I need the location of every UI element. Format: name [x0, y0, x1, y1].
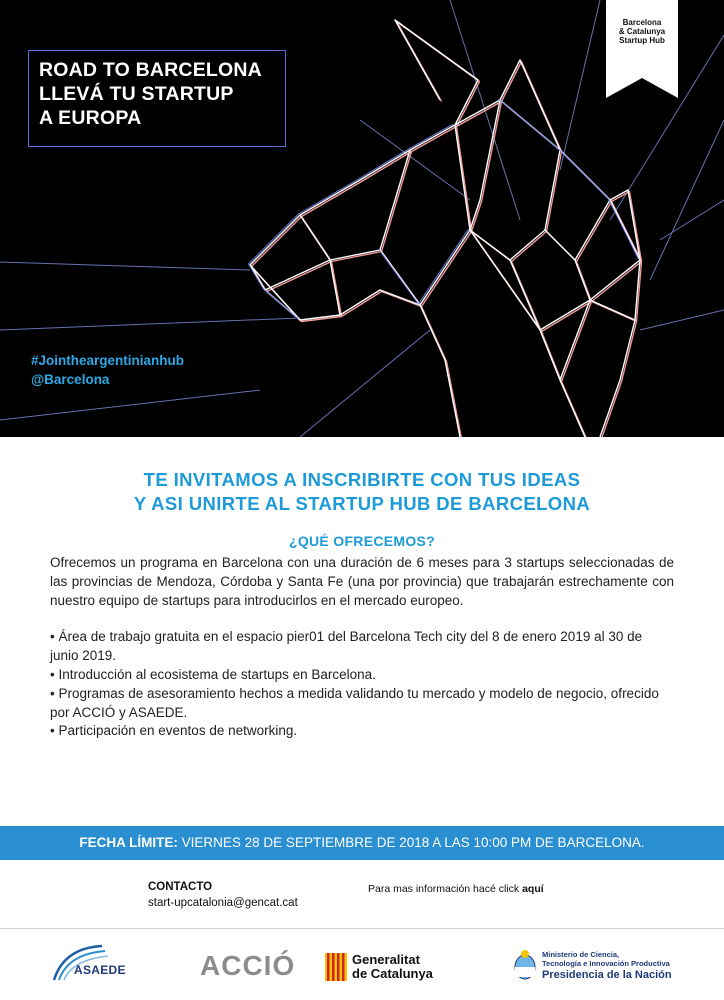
hero-title-line: A EUROPA: [39, 107, 142, 129]
generalitat-line: Generalitat: [352, 952, 420, 967]
offer-body: [50, 554, 674, 741]
invite-headline: [0, 468, 724, 516]
generalitat-line: de Catalunya: [352, 966, 433, 981]
ribbon-line: Startup Hub: [619, 36, 665, 45]
ribbon-label: [606, 18, 678, 45]
ribbon-line: & Catalunya: [618, 27, 666, 36]
more-info: [368, 883, 544, 895]
offer-bullet: • Participación en eventos de networking.: [50, 723, 298, 739]
ministerio-line: Ministerio de Ciencia,: [542, 950, 620, 959]
more-info-link[interactable]: aquí: [522, 883, 544, 895]
offer-bullet-list: [50, 628, 674, 741]
contact-label: CONTACTO: [148, 881, 213, 893]
argentina-seal-icon: [513, 949, 537, 981]
more-info-text: Para mas información hacé click: [368, 883, 523, 895]
hero-title-line: LLEVÁ TU STARTUP: [39, 83, 234, 105]
deadline-bar: [0, 826, 724, 860]
contact-email-link[interactable]: start-upcatalonia@gencat.cat: [148, 897, 298, 909]
handle: @Barcelona: [31, 372, 110, 387]
presidencia-label: Presidencia de la Nación: [542, 969, 672, 981]
asaede-logo: ASAEDE: [74, 963, 126, 977]
accio-logo: ACCIÓ: [200, 950, 296, 981]
footer-divider: [0, 928, 724, 929]
offer-bullet: • Área de trabajo gratuita en el espacio pier01 del Barcelona Tech city del 8 de enero 2019 al 30 de junio 2019.: [50, 629, 643, 664]
offer-bullet: • Introducción al ecosistema de startups en Barcelona.: [50, 666, 376, 682]
invite-headline-line: Y ASI UNIRTE AL STARTUP HUB DE BARCELONA: [133, 493, 591, 514]
generalitat-flag-icon: [325, 953, 347, 981]
generalitat-logo: [352, 953, 433, 981]
hero-banner: [0, 0, 724, 437]
invite-headline-line: TE INVITAMOS A INSCRIBIRTE CON TUS IDEAS: [143, 469, 581, 490]
hashtag-block: [31, 351, 184, 389]
ministerio-logo: [542, 951, 670, 968]
ribbon-line: Barcelona: [622, 18, 662, 27]
offer-bullet: • Programas de asesoramiento hechos a medida validando tu mercado y modelo de negocio, ofrecido por ACCIÓ y ASAEDE.: [50, 685, 659, 720]
hero-title-line: ROAD TO BARCELONA: [39, 59, 262, 81]
hero-title-box: [28, 50, 286, 147]
offer-paragraph: Ofrecemos un programa en Barcelona con una duración de 6 meses para 3 startups seleccionadas de las provincias de Mendoza, Córdoba y Santa Fe (una por provincia) que trabajarán estrechamente con nuestro equipo de startups para introducirlos en el mercado europeo.: [50, 555, 674, 608]
offer-heading: ¿QUÉ OFRECEMOS?: [288, 533, 436, 549]
startup-hub-ribbon: [606, 0, 678, 98]
ministerio-line: Tecnología e Innovación Productiva: [542, 958, 670, 968]
hashtag: #Jointheargentinianhub: [31, 353, 185, 368]
deadline-text: VIERNES 28 DE SEPTIEMBRE DE 2018 A LAS 10:00 PM DE BARCELONA.: [177, 835, 645, 850]
deadline-label: FECHA LÍMITE:: [79, 835, 178, 850]
